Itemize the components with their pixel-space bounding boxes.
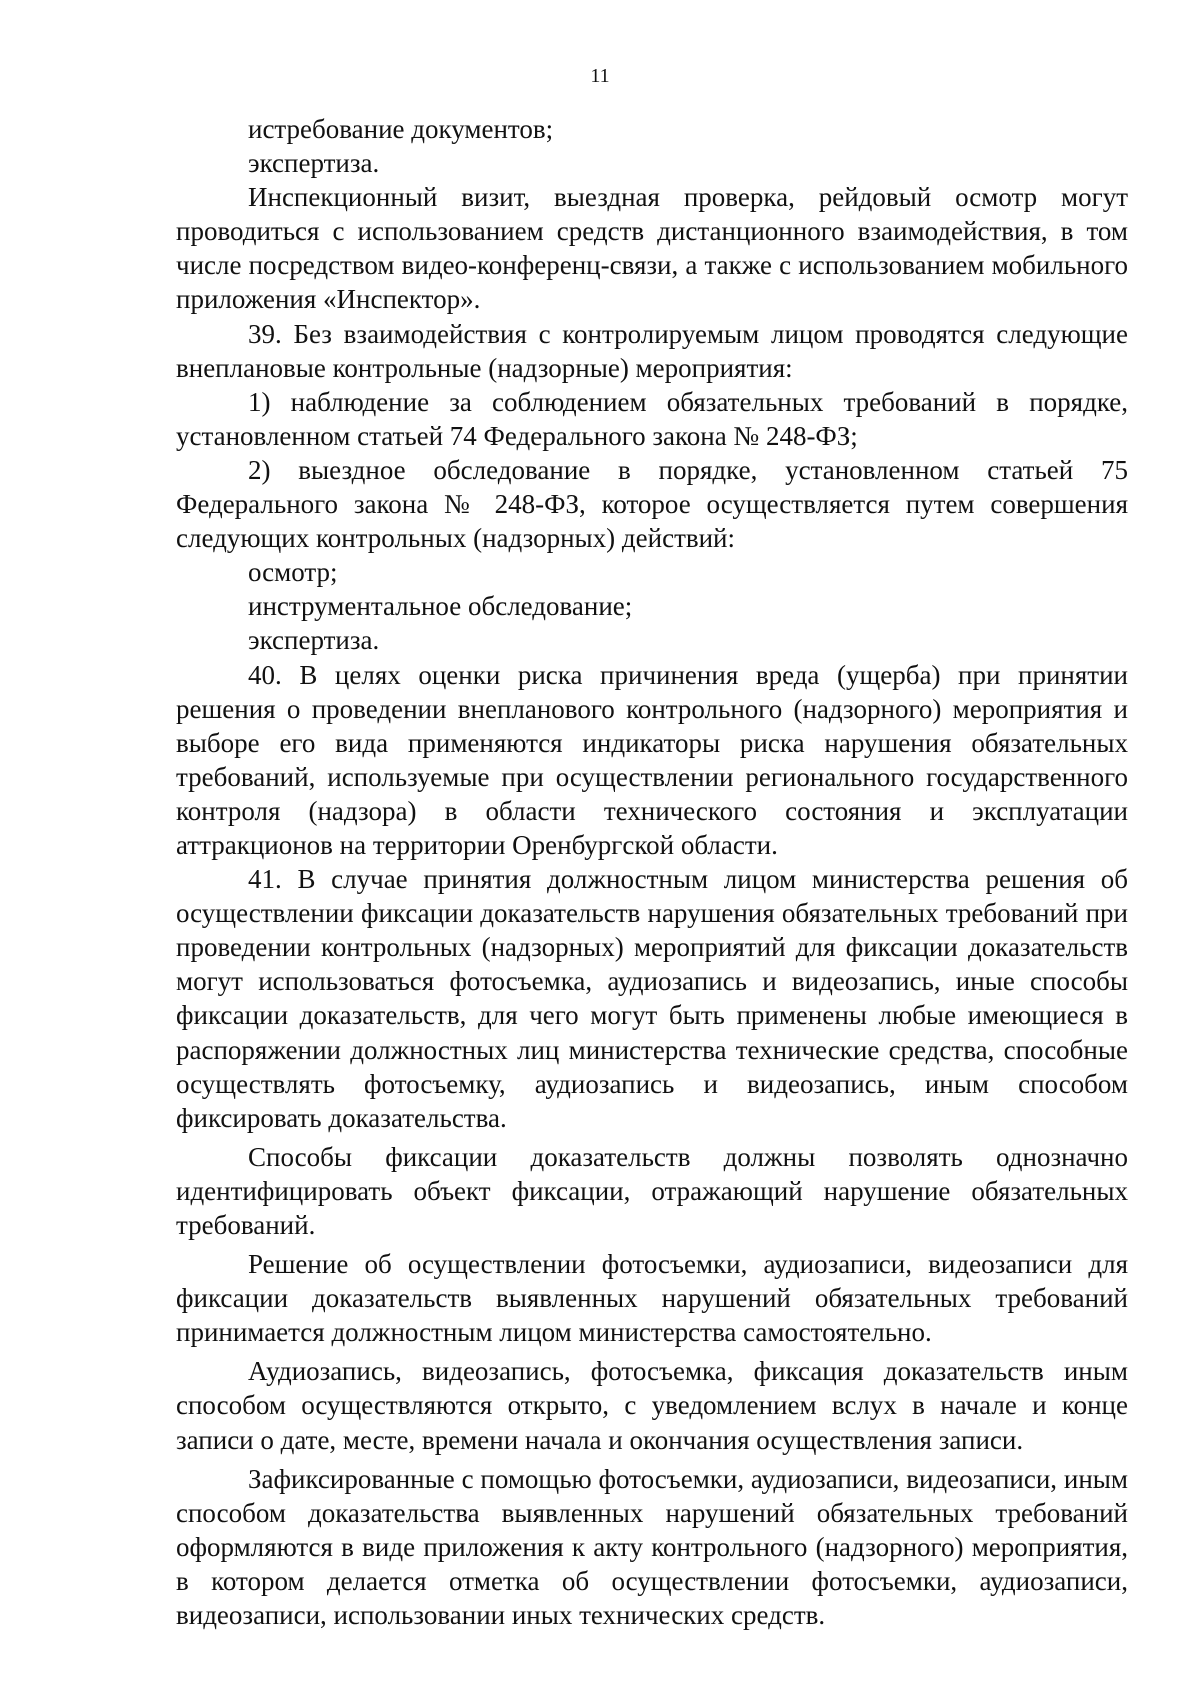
paragraph-39: 39. Без взаимодействия с контролируемым лицом проводятся следующие внеплановые контрольные (надзорные) мероприятия: <box>176 318 1128 383</box>
paragraph-40: 40. В целях оценки риска причинения вреда (ущерба) при принятии решения о проведении внепланового контрольного (надзорного) мероприятия и выборе его вида применяются индикаторы риска нарушения обязательных требований, используемые при осуществлении регионального государственного контроля (надзора) в области технического состояния и эксплуатации аттракционов на территории Оренбургской области. <box>176 659 1128 860</box>
paragraph-remote-interaction: Инспекционный визит, выездная проверка, рейдовый осмотр могут проводиться с использованием средств дистанционного взаимодействия, в том числе посредством видео-конференц-связи, а также с использованием мобильного приложения «Инспектор». <box>176 182 1128 315</box>
document-body <box>176 112 1128 1632</box>
list-item-document-request: истребование документов; <box>248 114 554 144</box>
paragraph-fixation-decision: Решение об осуществлении фотосъемки, аудиозаписи, видеозаписи для фиксации доказательств выявленных нарушений обязательных требований принимается должностным лицом министерства самостоятельно. <box>176 1249 1128 1348</box>
paragraph-39-item-1: 1) наблюдение за соблюдением обязательных требований в порядке, установленном статьей 74 Федерального закона № 248-ФЗ; <box>176 386 1128 451</box>
list-item-expertise: экспертиза. <box>248 148 380 179</box>
list-item-instrumental-survey: инструментальное обследование; <box>248 591 633 622</box>
paragraph-recorded-evidence: Зафиксированные с помощью фотосъемки, аудиозаписи, видеозаписи, иным способом доказательства выявленных нарушений обязательных требований оформляются в виде приложения к акту контрольного (надзорного) мероприятия, в котором делается отметка об осуществлении фотосъемки, аудиозаписи, видеозаписи, использовании иных технических средств. <box>176 1463 1128 1631</box>
paragraph-41: 41. В случае принятия должностным лицом министерства решения об осуществлении фиксации доказательств нарушения обязательных требований при проведении контрольных (надзорных) мероприятий для фиксации доказательств могут использоваться фотосъемка, аудиозапись и видеозапись, иные способы фиксации доказательств, для чего могут быть применены любые имеющиеся в распоряжении должностных лиц министерства технические средства, способные осуществлять фотосъемку, аудиозапись и видеозапись, иным способом фиксировать доказательства. <box>176 864 1128 1133</box>
paragraph-open-recording: Аудиозапись, видеозапись, фотосъемка, фиксация доказательств иным способом осуществляются открыто, с уведомлением вслух в начале и конце записи о дате, месте, времени начала и окончания осуществления записи. <box>176 1356 1128 1455</box>
list-item-expertise-2: экспертиза. <box>248 625 380 656</box>
paragraph-39-item-2: 2) выездное обследование в порядке, установленном статьей 75 Федерального закона № 248-ФЗ, которое осуществляется путем совершения следующих контрольных (надзорных) действий: <box>176 454 1128 554</box>
list-item-inspection: осмотр; <box>248 557 338 588</box>
page-number: 11 <box>590 65 610 87</box>
paragraph-fixation-methods: Способы фиксации доказательств должны позволять однозначно идентифицировать объект фиксации, отражающий нарушение обязательных требований. <box>176 1141 1128 1240</box>
